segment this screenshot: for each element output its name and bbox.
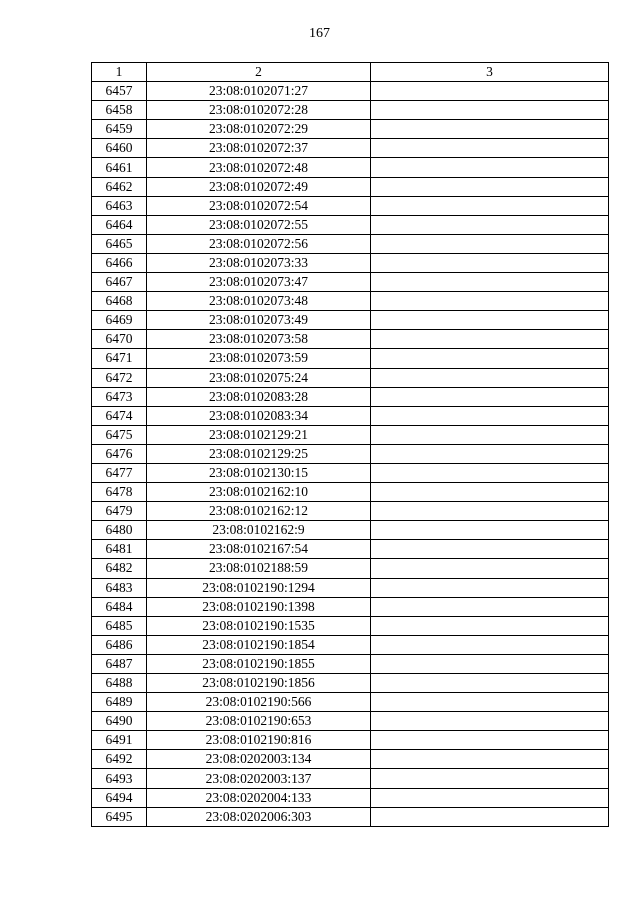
table-row <box>92 177 609 196</box>
notes-cell <box>371 654 609 673</box>
row-number-cell: 6466 <box>92 253 147 272</box>
notes-cell <box>371 597 609 616</box>
row-number-cell: 6494 <box>92 788 147 807</box>
row-number-cell: 6483 <box>92 578 147 597</box>
cadastral-number-cell: 23:08:0102162:10 <box>147 483 371 502</box>
cadastral-number-cell: 23:08:0102083:34 <box>147 406 371 425</box>
cadastral-number-cell: 23:08:0202004:133 <box>147 788 371 807</box>
table-row <box>92 540 609 559</box>
notes-cell <box>371 234 609 253</box>
table-row <box>92 101 609 120</box>
notes-cell <box>371 101 609 120</box>
row-number-cell: 6458 <box>92 101 147 120</box>
row-number-cell: 6457 <box>92 82 147 101</box>
cadastral-number-cell: 23:08:0102167:54 <box>147 540 371 559</box>
table-row <box>92 712 609 731</box>
page-number: 167 <box>309 26 330 41</box>
notes-cell <box>371 635 609 654</box>
row-number-cell: 6476 <box>92 444 147 463</box>
table-row <box>92 444 609 463</box>
table-row <box>92 788 609 807</box>
notes-cell <box>371 177 609 196</box>
row-number-cell: 6489 <box>92 693 147 712</box>
cadastral-number-cell: 23:08:0102073:49 <box>147 311 371 330</box>
table-row <box>92 807 609 826</box>
table-row <box>92 750 609 769</box>
cadastral-number-cell: 23:08:0102083:28 <box>147 387 371 406</box>
table-row <box>92 463 609 482</box>
cadastral-number-cell: 23:08:0102075:24 <box>147 368 371 387</box>
notes-cell <box>371 807 609 826</box>
notes-cell <box>371 731 609 750</box>
row-number-cell: 6495 <box>92 807 147 826</box>
row-number-cell: 6493 <box>92 769 147 788</box>
row-number-cell: 6478 <box>92 483 147 502</box>
data-table <box>91 62 609 827</box>
table-row <box>92 234 609 253</box>
cadastral-number-cell: 23:08:0102072:55 <box>147 215 371 234</box>
row-number-cell: 6469 <box>92 311 147 330</box>
row-number-cell: 6477 <box>92 463 147 482</box>
row-number-cell: 6492 <box>92 750 147 769</box>
notes-cell <box>371 273 609 292</box>
table-row <box>92 368 609 387</box>
cadastral-number-cell: 23:08:0102162:9 <box>147 521 371 540</box>
cadastral-number-cell: 23:08:0102072:56 <box>147 234 371 253</box>
table-row <box>92 330 609 349</box>
cadastral-number-cell: 23:08:0202003:137 <box>147 769 371 788</box>
table-row <box>92 502 609 521</box>
cadastral-number-cell: 23:08:0102190:1535 <box>147 616 371 635</box>
notes-cell <box>371 578 609 597</box>
row-number-cell: 6479 <box>92 502 147 521</box>
table-row <box>92 731 609 750</box>
notes-cell <box>371 559 609 578</box>
table-row <box>92 158 609 177</box>
cadastral-number-cell: 23:08:0102072:29 <box>147 120 371 139</box>
table-row <box>92 253 609 272</box>
cadastral-number-cell: 23:08:0102073:48 <box>147 292 371 311</box>
table-row <box>92 292 609 311</box>
notes-cell <box>371 311 609 330</box>
column-header-2: 2 <box>147 63 371 82</box>
row-number-cell: 6463 <box>92 196 147 215</box>
table-body <box>92 82 609 827</box>
row-number-cell: 6481 <box>92 540 147 559</box>
row-number-cell: 6468 <box>92 292 147 311</box>
notes-cell <box>371 215 609 234</box>
row-number-cell: 6484 <box>92 597 147 616</box>
cadastral-number-cell: 23:08:0102190:1856 <box>147 674 371 693</box>
notes-cell <box>371 196 609 215</box>
notes-cell <box>371 387 609 406</box>
row-number-cell: 6490 <box>92 712 147 731</box>
cadastral-number-cell: 23:08:0102071:27 <box>147 82 371 101</box>
notes-cell <box>371 139 609 158</box>
notes-cell <box>371 483 609 502</box>
cadastral-number-cell: 23:08:0102073:58 <box>147 330 371 349</box>
row-number-cell: 6471 <box>92 349 147 368</box>
notes-cell <box>371 406 609 425</box>
notes-cell <box>371 120 609 139</box>
notes-cell <box>371 502 609 521</box>
notes-cell <box>371 788 609 807</box>
table-row <box>92 215 609 234</box>
notes-cell <box>371 158 609 177</box>
cadastral-number-cell: 23:08:0102190:1294 <box>147 578 371 597</box>
cadastral-number-cell: 23:08:0102190:1398 <box>147 597 371 616</box>
notes-cell <box>371 463 609 482</box>
table-row <box>92 521 609 540</box>
cadastral-number-cell: 23:08:0102073:59 <box>147 349 371 368</box>
cadastral-number-cell: 23:08:0102072:49 <box>147 177 371 196</box>
table-row <box>92 196 609 215</box>
cadastral-number-cell: 23:08:0102190:1855 <box>147 654 371 673</box>
cadastral-number-cell: 23:08:0102188:59 <box>147 559 371 578</box>
row-number-cell: 6470 <box>92 330 147 349</box>
cadastral-number-cell: 23:08:0102072:48 <box>147 158 371 177</box>
notes-cell <box>371 712 609 731</box>
row-number-cell: 6464 <box>92 215 147 234</box>
notes-cell <box>371 674 609 693</box>
notes-cell <box>371 769 609 788</box>
table-row <box>92 273 609 292</box>
row-number-cell: 6462 <box>92 177 147 196</box>
cadastral-number-cell: 23:08:0102130:15 <box>147 463 371 482</box>
table-row <box>92 654 609 673</box>
cadastral-number-cell: 23:08:0102072:28 <box>147 101 371 120</box>
table-row <box>92 578 609 597</box>
table-row <box>92 616 609 635</box>
notes-cell <box>371 540 609 559</box>
table-row <box>92 349 609 368</box>
row-number-cell: 6474 <box>92 406 147 425</box>
row-number-cell: 6480 <box>92 521 147 540</box>
cadastral-number-cell: 23:08:0102129:25 <box>147 444 371 463</box>
table-row <box>92 406 609 425</box>
row-number-cell: 6488 <box>92 674 147 693</box>
cadastral-number-cell: 23:08:0102073:33 <box>147 253 371 272</box>
row-number-cell: 6467 <box>92 273 147 292</box>
notes-cell <box>371 521 609 540</box>
notes-cell <box>371 368 609 387</box>
notes-cell <box>371 292 609 311</box>
notes-cell <box>371 82 609 101</box>
cadastral-number-cell: 23:08:0102190:1854 <box>147 635 371 654</box>
cadastral-number-cell: 23:08:0102190:653 <box>147 712 371 731</box>
cadastral-number-cell: 23:08:0102072:37 <box>147 139 371 158</box>
row-number-cell: 6472 <box>92 368 147 387</box>
cadastral-number-cell: 23:08:0202003:134 <box>147 750 371 769</box>
column-header-3: 3 <box>371 63 609 82</box>
notes-cell <box>371 750 609 769</box>
row-number-cell: 6487 <box>92 654 147 673</box>
table-row <box>92 139 609 158</box>
cadastral-number-cell: 23:08:0102162:12 <box>147 502 371 521</box>
table-row <box>92 82 609 101</box>
cadastral-number-cell: 23:08:0102190:566 <box>147 693 371 712</box>
table-row <box>92 483 609 502</box>
cadastral-number-cell: 23:08:0102190:816 <box>147 731 371 750</box>
row-number-cell: 6482 <box>92 559 147 578</box>
row-number-cell: 6461 <box>92 158 147 177</box>
row-number-cell: 6475 <box>92 425 147 444</box>
table-row <box>92 311 609 330</box>
row-number-cell: 6460 <box>92 139 147 158</box>
notes-cell <box>371 693 609 712</box>
table-row <box>92 769 609 788</box>
row-number-cell: 6486 <box>92 635 147 654</box>
table-row <box>92 693 609 712</box>
table-row <box>92 635 609 654</box>
row-number-cell: 6491 <box>92 731 147 750</box>
table-row <box>92 425 609 444</box>
cadastral-number-cell: 23:08:0202006:303 <box>147 807 371 826</box>
row-number-cell: 6473 <box>92 387 147 406</box>
cadastral-number-cell: 23:08:0102072:54 <box>147 196 371 215</box>
notes-cell <box>371 444 609 463</box>
notes-cell <box>371 616 609 635</box>
notes-cell <box>371 330 609 349</box>
table-row <box>92 559 609 578</box>
table-row <box>92 674 609 693</box>
table-row <box>92 387 609 406</box>
notes-cell <box>371 349 609 368</box>
notes-cell <box>371 253 609 272</box>
table-header-row <box>92 63 609 82</box>
row-number-cell: 6465 <box>92 234 147 253</box>
cadastral-number-cell: 23:08:0102073:47 <box>147 273 371 292</box>
column-header-1: 1 <box>92 63 147 82</box>
cadastral-number-cell: 23:08:0102129:21 <box>147 425 371 444</box>
row-number-cell: 6485 <box>92 616 147 635</box>
table-row <box>92 597 609 616</box>
notes-cell <box>371 425 609 444</box>
table-row <box>92 120 609 139</box>
row-number-cell: 6459 <box>92 120 147 139</box>
